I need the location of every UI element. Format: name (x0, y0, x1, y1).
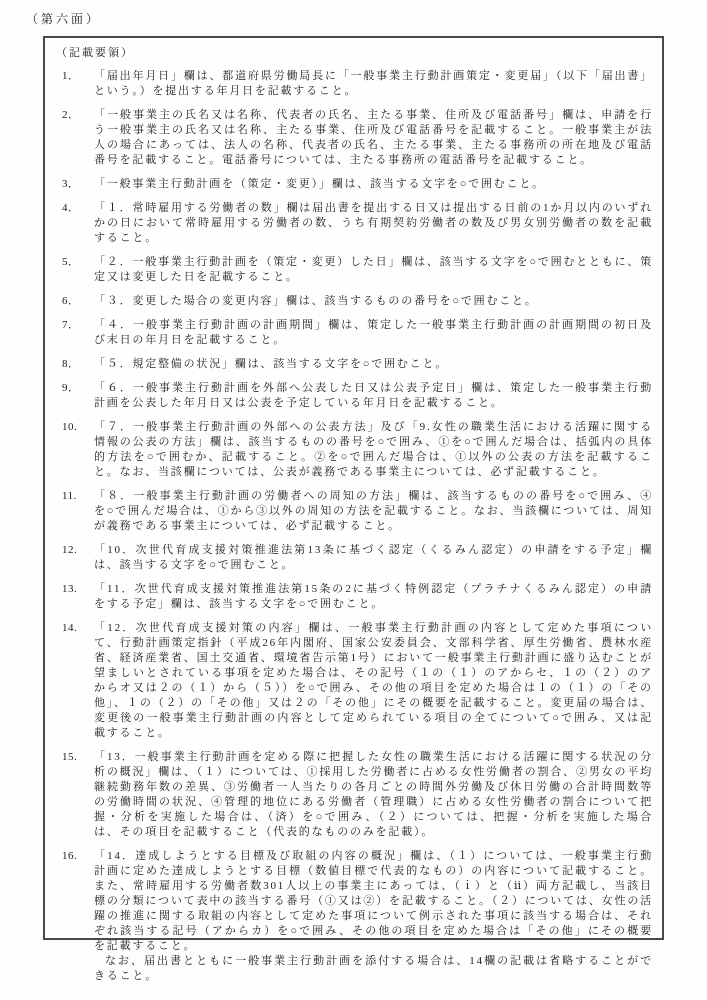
instruction-item (54, 294, 653, 309)
instruction-item (54, 489, 653, 534)
instruction-item (54, 108, 653, 168)
item-number: 9． (62, 382, 80, 394)
item-number: 12. (62, 544, 78, 556)
item-text: 「13．一般事業主行動計画を定める際に把握した女性の職業生活における活躍に関する状況の分析の概況」欄は、（１）については、①採用した労働者に占める女性労働者の割合、②男女の平均継続勤務年数の差異、③労働者一人当たりの各月ごとの時間外労働及び休日労働の合計時間数等の労働時間の状況、④管理的地位にある労働者（管理職）に占める女性労働者の割合について把握・分析を実施した場合は、（済）を○で囲み、（２）については、把握・分析を実施した場合は、その項目を記載すること（代表的なもののみを記載）。 (94, 751, 653, 838)
item-text: 「一般事業主行動計画を（策定・変更）」欄は、該当する文字を○で囲むこと。 (94, 178, 545, 190)
instruction-item (54, 621, 653, 741)
instruction-item (54, 357, 653, 372)
item-text: 「12．次世代育成支援対策の内容」欄は、一般事業主行動計画の内容として定めた事項について、行動計画策定指針（平成26年内閣府、国家公安委員会、文部科学省、厚生労働省、農林水産省、経済産業省、国土交通省、環境省告示第1号）において一般事業主行動計画に盛り込むことが望ましいとされている事項を定めた場合は、その記号（１の（１）のアからセ、１の（２）のアからオ又は２の（１）から（５））を○で囲み、その他の項目を定めた場合は１の（１）の「その他」、１の（２）の「その他」又は２の「その他」にその概要を記載すること。変更届の場合は、変更後の一般事業主行動計画の内容として定められている項目の全てについて○で囲み、又は記載すること。 (94, 622, 653, 739)
item-text: 「２．一般事業主行動計画を（策定・変更）した日」欄は、該当する文字を○で囲むとともに、策定又は変更した日を記載すること。 (94, 256, 653, 283)
item-number: 16. (62, 850, 78, 862)
item-text: 「14．達成しようとする目標及び取組の内容の概況」欄は、（１）については、一般事業主行動計画に定めた達成しようとする目標（数値目標で代表的なもの）の内容について記載すること。また、常時雇用する労働者数301人以上の事業主にあっては、（ｉ）と（ⅱ）両方記載し、当該目標の分類について表中の該当する番号（①又は②）を記載すること。（２）については、女性の活躍の推進に関する取組の内容として定めた事項について例示された事項に該当する場合は、それぞれ該当する記号（アからカ）を○で囲み、その他の項目を定めた場合は「その他」にその概要を記載すること。 (94, 850, 653, 952)
item-text: 「７．一般事業主行動計画の外部への公表方法」及び「9.女性の職業生活における活躍に関する情報の公表の方法」欄は、該当するものの番号を○で囲み、①を○で囲んだ場合は、括弧内の具体的方法を○で囲むか、記載すること。②を○で囲んだ場合は、①以外の公表の方法を記載すること。なお、当該欄については、公表が義務である事業主については、必ず記載すること。 (94, 421, 653, 478)
instructions-list (54, 69, 653, 984)
item-number: 2． (62, 109, 80, 121)
instruction-item (54, 201, 653, 246)
instruction-item (54, 582, 653, 612)
item-text: 「一般事業主の氏名又は名称、代表者の氏名、主たる事業、住所及び電話番号」欄は、申請を行う一般事業主の氏名又は名称、主たる事業、住所及び電話番号を記載すること。一般事業主が法人の場合にあっては、法人の名称、代表者の氏名、主たる事業、主たる事務所の所在地及び電話番号を記載すること。電話番号については、主たる事務所の電話番号を記載すること。 (94, 109, 653, 166)
item-text: 「11．次世代育成支援対策推進法第15条の2に基づく特例認定（プラチナくるみん認定）の申請をする予定」欄は、該当する文字を○で囲むこと。 (94, 583, 653, 610)
instruction-item (54, 420, 653, 480)
item-number: 10. (62, 421, 78, 433)
instructions-heading: （記載要領） (56, 47, 134, 59)
item-text: 「１．常時雇用する労働者の数」欄は届出書を提出する日又は提出する日前の1か月以内のいずれかの日において常時雇用する労働者の数、うち有期契約労働者の数及び男女別労働者の数を記載すること。 (94, 202, 653, 244)
item-number: 4． (62, 202, 80, 214)
item-note: なお、届出書とともに一般事業主行動計画を添付する場合は、14欄の記載は省略することができること。 (94, 955, 653, 982)
item-number: 1． (62, 70, 80, 82)
item-number: 6． (62, 295, 80, 307)
item-text: 「10．次世代育成支援対策推進法第13条に基づく認定（くるみん認定）の申請をする予定」欄は、該当する文字を○で囲むこと。 (94, 544, 653, 571)
item-text: 「届出年月日」欄は、都道府県労働局長に「一般事業主行動計画策定・変更届」（以下「届出書」という。）を提出する年月日を記載すること。 (94, 70, 653, 97)
page-number-label: （第六面） (26, 12, 102, 26)
item-number: 13. (62, 583, 78, 595)
instructions-box (43, 36, 664, 982)
item-number: 3． (62, 178, 80, 190)
instruction-item (54, 69, 653, 99)
instruction-item (54, 750, 653, 840)
item-text: 「８．一般事業主行動計画の労働者への周知の方法」欄は、該当するものの番号を○で囲み、④を○で囲んだ場合は、①から③以外の周知の方法を記載すること。なお、当該欄については、周知が義務である事業主については、必ず記載すること。 (94, 490, 653, 532)
instruction-item (54, 381, 653, 411)
item-number: 5． (62, 256, 80, 268)
item-text: 「３．変更した場合の変更内容」欄は、該当するものの番号を○で囲むこと。 (94, 295, 538, 307)
instruction-item (54, 543, 653, 573)
item-number: 11. (62, 490, 77, 502)
item-text: 「４．一般事業主行動計画の計画期間」欄は、策定した一般事業主行動計画の計画期間の初日及び末日の年月日を記載すること。 (94, 319, 653, 346)
instruction-item (54, 255, 653, 285)
item-number: 8． (62, 358, 80, 370)
item-number: 14. (62, 622, 78, 634)
item-text: 「５．規定整備の状況」欄は、該当する文字を○で囲むこと。 (94, 358, 449, 370)
item-number: 7． (62, 319, 80, 331)
item-text: 「６．一般事業主行動計画を外部へ公表した日又は公表予定日」欄は、策定した一般事業主行動計画を公表した年月日又は公表を予定している年月日を記載すること。 (94, 382, 653, 409)
instruction-item (54, 849, 653, 984)
item-number: 15. (62, 751, 78, 763)
instruction-item (54, 177, 653, 192)
instruction-item (54, 318, 653, 348)
